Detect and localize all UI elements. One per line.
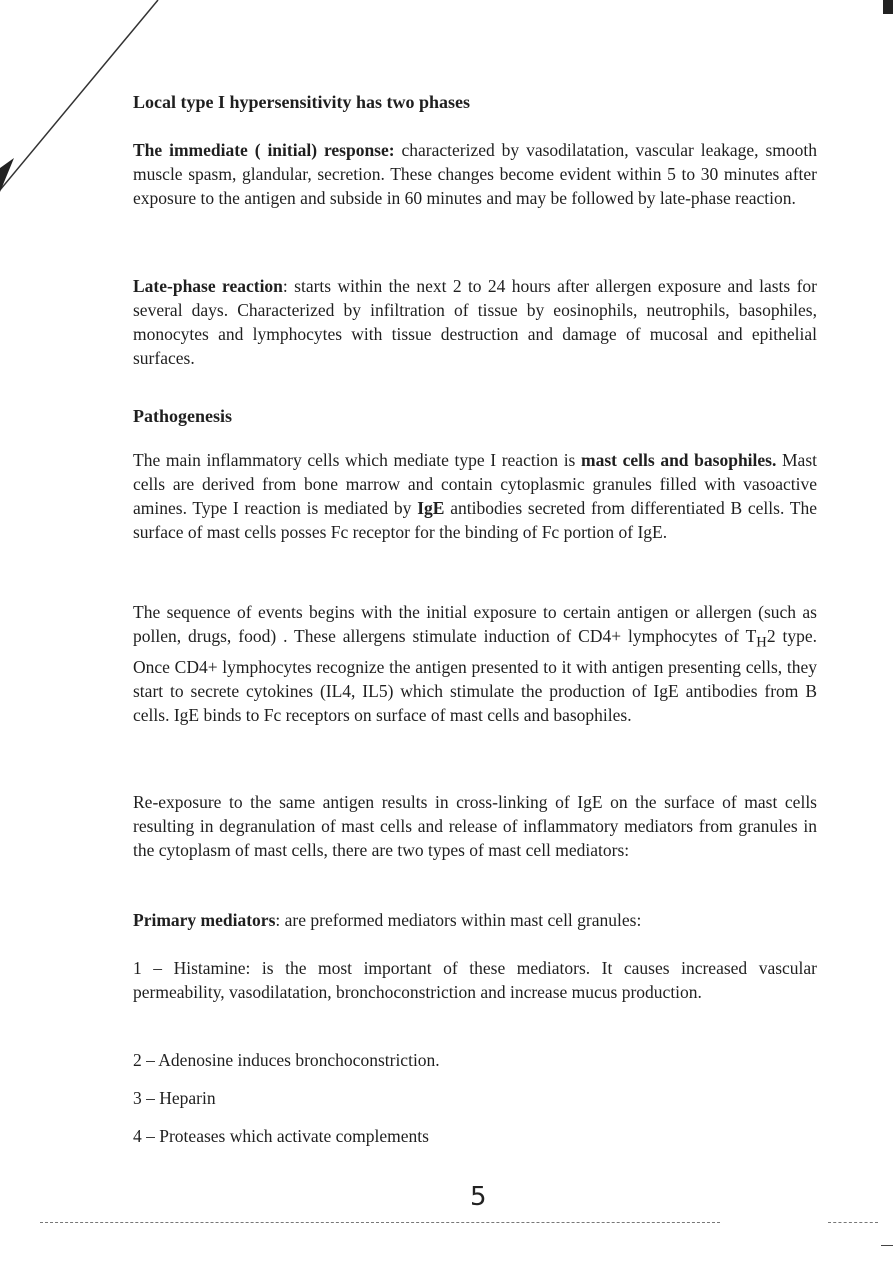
footer-dashed-rule-right [828, 1222, 878, 1223]
cells-text-3: antibodies secreted from differentiated B cells. The surface of mast cells posses Fc receptor for the binding of Fc portion of IgE. [133, 498, 817, 542]
footer-dashed-rule [40, 1222, 720, 1223]
paragraph-primary-mediators [133, 908, 817, 932]
heading-pathogenesis: Pathogenesis [133, 406, 232, 426]
paragraph-immediate-response [133, 138, 817, 210]
heading-local-type-i: Local type I hypersensitivity has two phases [133, 92, 471, 112]
primary-mediators-label: Primary mediators [133, 910, 276, 930]
paragraph-late-phase [133, 274, 817, 370]
primary-mediators-text: : are preformed mediators within mast cell granules: [275, 910, 642, 930]
scan-corner-mark [883, 0, 893, 14]
list-item-adenosine: 2 – Adenosine induces bronchoconstriction. [133, 1050, 440, 1070]
paragraph-inflammatory-cells [133, 448, 817, 544]
cells-bold-ige: IgE [417, 498, 445, 518]
sequence-text-2: 2 type. Once CD4+ lymphocytes recognize the antigen presented to it with antigen presenting cells, they start to secrete cytokines (IL4, IL5) which stimulate the production of IgE antibodies from B cells. IgE binds to Fc receptors on surface of mast cells and basophiles. [133, 626, 817, 725]
list-item-histamine: 1 – Histamine: is the most important of these mediators. It causes increased vascular permeability, vasodilatation, bronchoconstriction and increase mucus production. [133, 958, 817, 1002]
immediate-response-text: characterized by vasodilatation, vascular leakage, smooth muscle spasm, glandular, secretion. These changes become evident within 5 to 30 minutes after exposure to the antigen and subside in 60 minutes and may be followed by late-phase reaction. [133, 140, 817, 208]
sequence-text-1: The sequence of events begins with the initial exposure to certain antigen or allergen (such as pollen, drugs, food) . These allergens stimulate induction of CD4+ lymphocytes of T [133, 602, 817, 646]
sequence-subscript-h: H [756, 634, 767, 651]
scan-edge-mark [881, 1245, 893, 1246]
immediate-response-label: The immediate ( initial) response: [133, 140, 395, 160]
list-item-heparin: 3 – Heparin [133, 1088, 216, 1108]
late-phase-label: Late-phase reaction [133, 276, 283, 296]
late-phase-text: : starts within the next 2 to 24 hours after allergen exposure and lasts for several days. Characterized by infiltration of tissue by eosinophils, neutrophils, basophiles, monocytes and lymphocytes with tissue destruction and damage of mucosal and epithelial surfaces. [133, 276, 817, 368]
paragraph-re-exposure: Re-exposure to the same antigen results in cross-linking of IgE on the surface of mast cells resulting in degranulation of mast cells and release of inflammatory mediators from granules in the cytoplasm of mast cells, there are two types of mast cell mediators: [133, 792, 817, 860]
cells-text-2: Mast cells are derived from bone marrow and contain cytoplasmic granules filled with vasoactive amines. Type I reaction is mediated by [133, 450, 817, 518]
paragraph-sequence-of-events [133, 600, 817, 727]
page-number: 5 [470, 1182, 487, 1212]
cells-bold-mast-cells: mast cells and basophiles. [581, 450, 777, 470]
list-item-proteases: 4 – Proteases which activate complements [133, 1126, 429, 1146]
cells-text-1: The main inflammatory cells which mediate type I reaction is [133, 450, 582, 470]
